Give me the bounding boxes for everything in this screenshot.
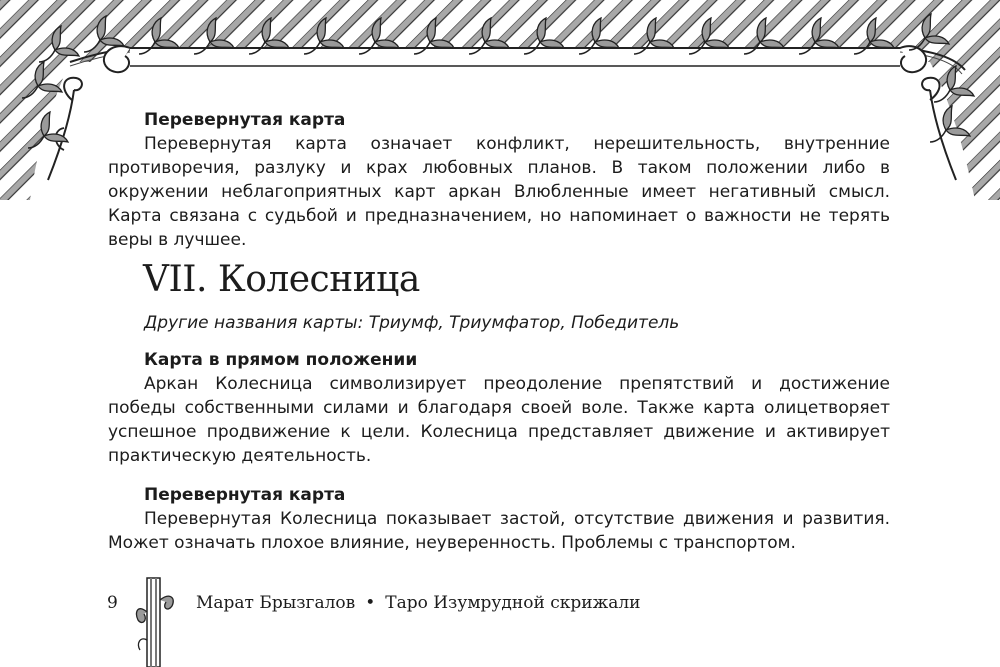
running-footer (196, 593, 640, 613)
block3-heading: Перевернутая карта (144, 485, 346, 505)
block1-paragraph: Перевернутая карта означает конфликт, нерешительность, внутренние противоречия, разлуку и крах любовных планов. В таком положении либо в окружении неблагоприятных карт аркан Влюбленные имеет негативный смысл. Карта связана с судьбой и предназначением, но напоминает о важности не терять веры в лучшее. (108, 134, 890, 250)
footer-author: Марат Брызгалов (196, 593, 356, 613)
page-number: 9 (107, 593, 118, 613)
footer-separator: • (365, 593, 376, 613)
block2-heading: Карта в прямом положении (144, 350, 418, 370)
block1-heading: Перевернутая карта (144, 110, 346, 130)
other-names: Другие названия карты: Триумф, Триумфатор, Победитель (144, 313, 680, 333)
section-title: VII. Колесница (143, 259, 420, 300)
block2-paragraph: Аркан Колесница символизирует преодоление препятствий и достижение победы собственными силами и благодаря своей воле. Также карта олицетворяет успешное продвижение к цели. Колесница представляет движение и активирует практическую деятельность. (108, 374, 890, 466)
block3-paragraph: Перевернутая Колесница показывает застой, отсутствие движения и развития. Может означать плохое влияние, неуверенность. Проблемы с транспортом. (108, 509, 890, 553)
block-reversed-lovers (108, 108, 890, 252)
block-chariot (108, 311, 890, 555)
footer-book-title: Таро Изумрудной скрижали (385, 593, 641, 613)
